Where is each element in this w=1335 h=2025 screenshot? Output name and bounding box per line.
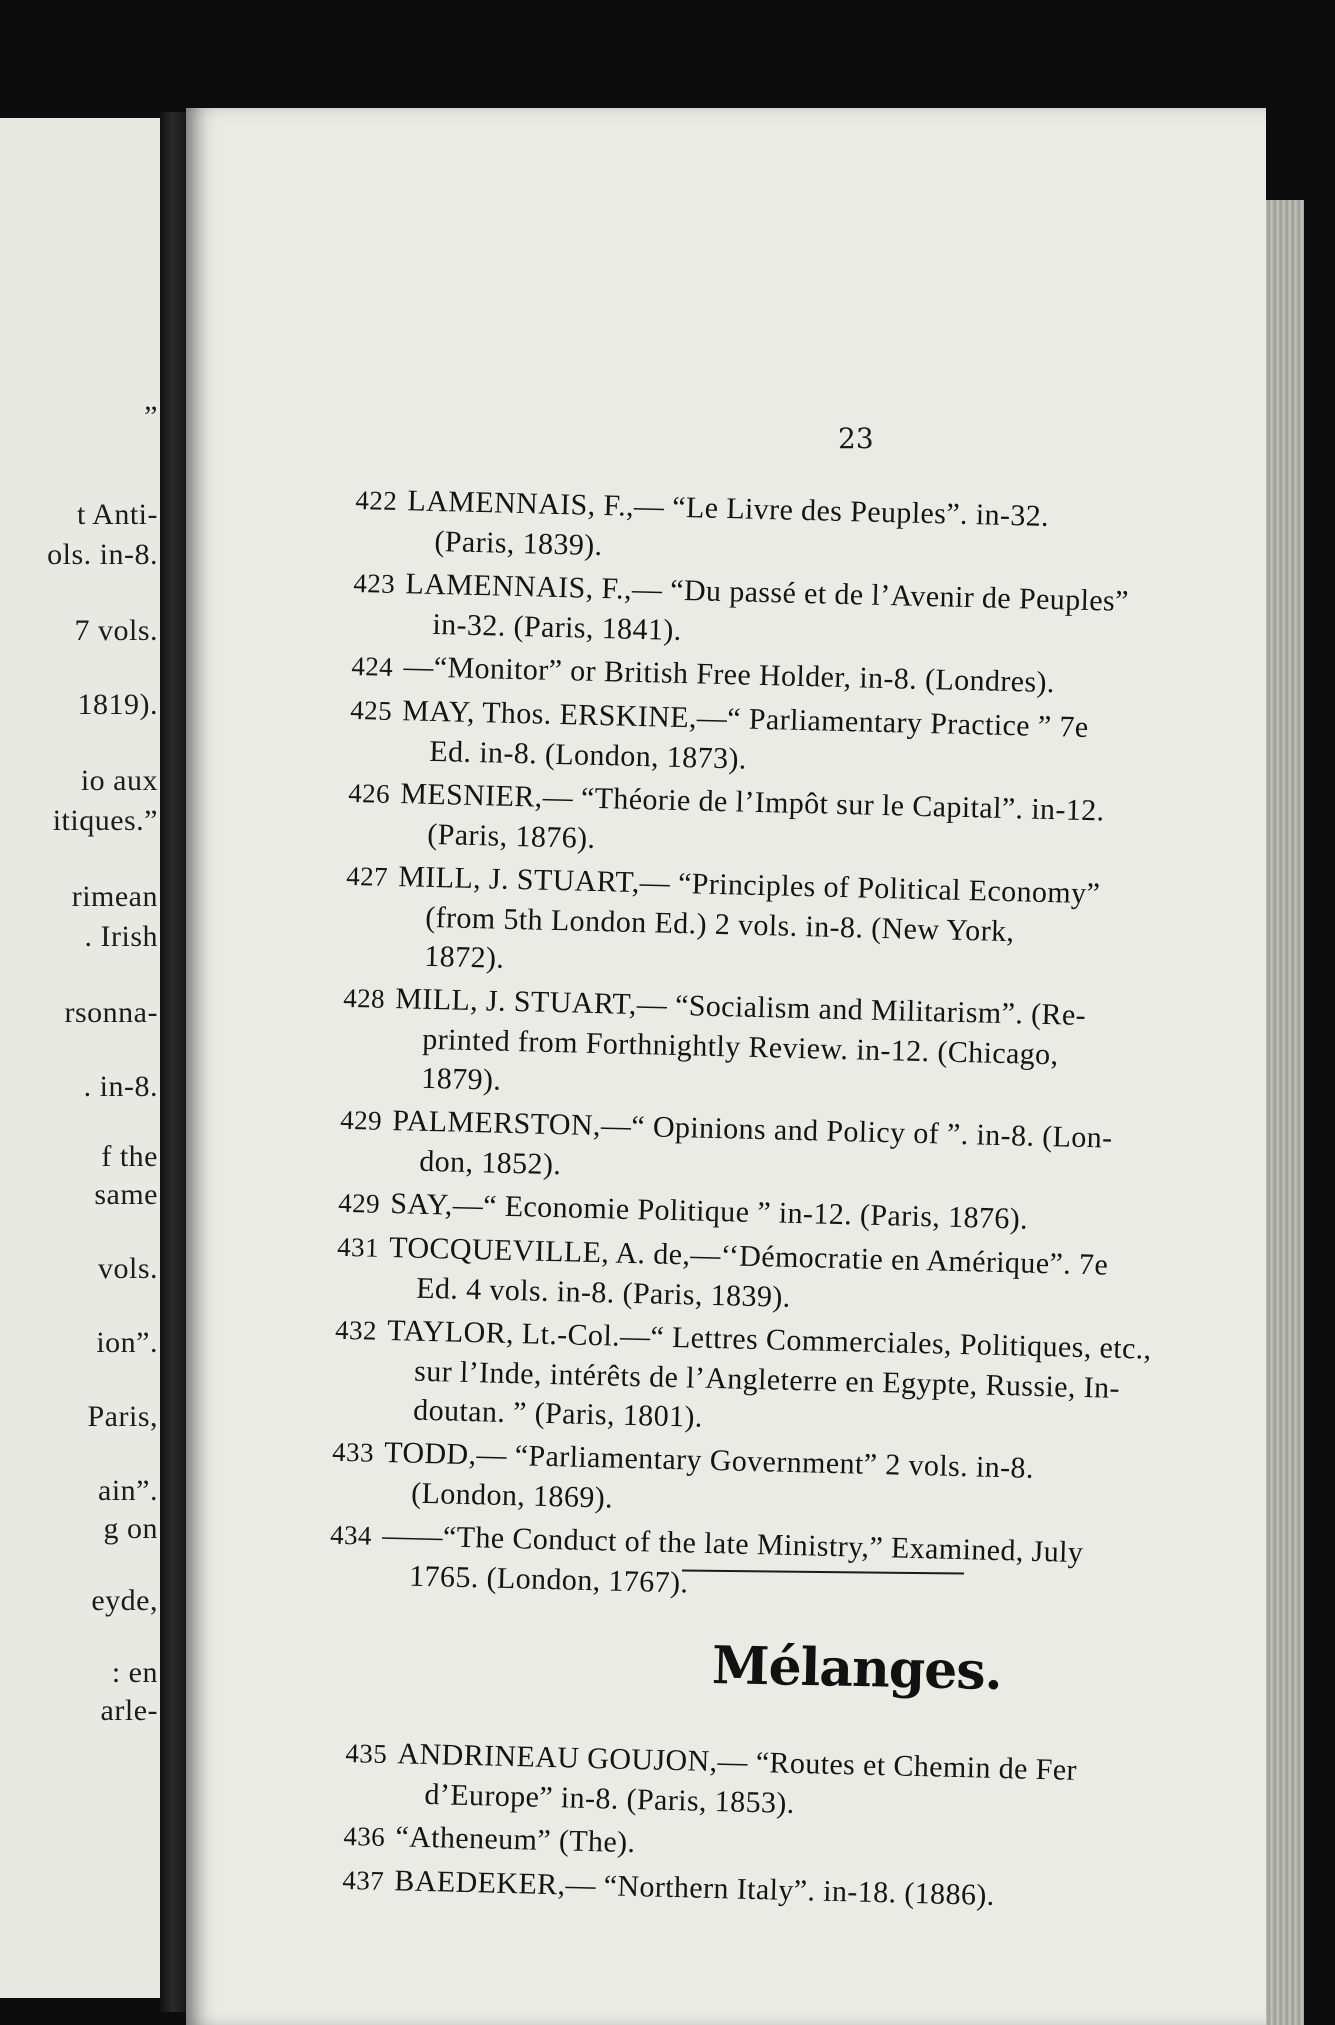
left-fragment: g on xyxy=(103,1512,158,1545)
left-fragment: ols. in-8. xyxy=(47,538,158,571)
melanges-entries xyxy=(342,1733,1306,1927)
entry-text: TODD,— “Parliamentary Government” 2 vols. in-8. xyxy=(383,1435,1035,1485)
left-fragment: . Irish xyxy=(84,920,158,953)
entry-text: in-32. (Paris, 1841). xyxy=(432,607,683,647)
entry-number: 429 xyxy=(339,1104,383,1136)
catalog-entry xyxy=(333,1310,1296,1451)
left-fragment: f the xyxy=(101,1140,158,1173)
entry-number: 435 xyxy=(345,1737,388,1770)
entry-number: 429 xyxy=(337,1187,381,1219)
left-fragment: vols. xyxy=(97,1252,158,1285)
entry-text: 1879). xyxy=(420,1061,502,1097)
left-fragment: eyde, xyxy=(91,1584,158,1617)
entry-text: doutan. ” (Paris, 1801). xyxy=(412,1393,704,1434)
entry-number: 426 xyxy=(347,777,391,809)
left-fragment: io aux xyxy=(80,764,158,797)
entry-number: 434 xyxy=(329,1519,373,1551)
entry-text: —“Monitor” or British Free Holder, in-8. (Londres). xyxy=(403,650,1056,700)
left-fragment: rsonna- xyxy=(64,996,158,1029)
left-fragment: 7 vols. xyxy=(74,614,158,647)
entry-text: PALMERSTON,—“ Opinions and Policy of ”. in-8. (Lon- xyxy=(391,1104,1113,1155)
entry-text: Ed. in-8. (London, 1873). xyxy=(428,734,748,776)
right-page xyxy=(186,108,1266,2025)
entry-number: 433 xyxy=(331,1436,375,1468)
left-fragment: Paris, xyxy=(87,1400,158,1433)
left-fragment: t Anti- xyxy=(76,498,158,531)
entry-text: TAYLOR, Lt.-Col.—“ Lettres Commerciales, Politiques, etc., xyxy=(386,1314,1152,1366)
entry-text: d’Europe” in-8. (Paris, 1853). xyxy=(424,1777,796,1820)
entry-number: 425 xyxy=(350,694,393,726)
entry-number: 432 xyxy=(334,1314,378,1346)
page-number: 23 xyxy=(838,422,874,455)
entry-text: MILL, J. STUART,— “Socialism and Militarism”. (Re- xyxy=(394,982,1087,1032)
entry-text: ANDRINEAU GOUJON,— “Routes et Chemin de Fer xyxy=(397,1737,1078,1787)
left-fragment: arle- xyxy=(100,1694,158,1727)
entry-text: 1765. (London, 1767). xyxy=(408,1559,689,1600)
entry-number: 422 xyxy=(355,484,398,517)
entry-text: (Paris, 1839). xyxy=(434,524,603,563)
entry-text: MESNIER,— “Théorie de l’Impôt sur le Capital”. in-12. xyxy=(399,777,1105,828)
entry-number: 437 xyxy=(342,1864,385,1896)
entry-text: SAY,—“ Economie Politique ” in-12. (Paris, 1876). xyxy=(389,1187,1029,1236)
left-fragment: : en xyxy=(111,1656,158,1689)
entry-text: MILL, J. STUART,— “Principles of Political Economy” xyxy=(397,860,1101,911)
entry-text: MAY, Thos. ERSKINE,—“ Parliamentary Practice ” 7e xyxy=(401,694,1090,744)
left-fragment: same xyxy=(94,1178,158,1211)
left-fragment: ain”. xyxy=(98,1474,158,1507)
left-fragment: rimean xyxy=(71,880,158,913)
entry-text: (Paris, 1876). xyxy=(426,817,596,855)
entry-number: 431 xyxy=(336,1231,380,1263)
left-fragment: ion”. xyxy=(96,1326,158,1359)
entry-text: printed from Forthnightly Review. in-12. (Chicago, xyxy=(421,1022,1059,1072)
entry-text: 1872). xyxy=(423,939,505,975)
entry-number: 428 xyxy=(342,982,386,1014)
left-fragment: 1819). xyxy=(77,688,158,721)
section-title: Mélanges. xyxy=(711,1634,1003,1703)
entry-text: TOCQUEVILLE, A. de,—‘‘Démocratie en Amérique”. 7e xyxy=(388,1231,1109,1282)
entry-text: (from 5th London Ed.) 2 vols. in-8. (New York, xyxy=(424,900,1015,949)
left-fragment: itiques.” xyxy=(52,804,158,837)
entry-text: Ed. 4 vols. in-8. (Paris, 1839). xyxy=(415,1271,792,1314)
entry-text: LAMENNAIS, F.,— “Le Livre des Peuples”. in-32. xyxy=(407,484,1050,533)
entry-text: LAMENNAIS, F.,— “Du passé et de l’Avenir de Peuples” xyxy=(405,567,1130,618)
left-facing-page xyxy=(0,118,166,1998)
entry-text: “Atheneum” (The). xyxy=(395,1820,636,1860)
entry-number: 427 xyxy=(345,860,389,892)
catalog-entry xyxy=(344,856,1307,997)
catalog-entry xyxy=(341,978,1304,1119)
entry-text: don, 1852). xyxy=(418,1144,562,1182)
entry-text: sur l’Inde, intérêts de l’Angleterre en Egypte, Russie, In- xyxy=(413,1354,1121,1405)
left-fragment: ” xyxy=(144,400,158,433)
entry-text: (London, 1869). xyxy=(410,1476,614,1515)
entry-number: 424 xyxy=(351,650,394,682)
entry-text: BAEDEKER,— “Northern Italy”. in-18. (1886). xyxy=(394,1864,996,1912)
entry-number: 423 xyxy=(353,567,396,599)
catalog-entries xyxy=(329,480,1316,1621)
entry-text: ——“The Conduct of the late Ministry,” Examined, July xyxy=(381,1518,1084,1570)
entry-number: 436 xyxy=(343,1820,386,1852)
left-fragment: . in-8. xyxy=(83,1070,158,1103)
book-gutter xyxy=(160,112,188,2012)
